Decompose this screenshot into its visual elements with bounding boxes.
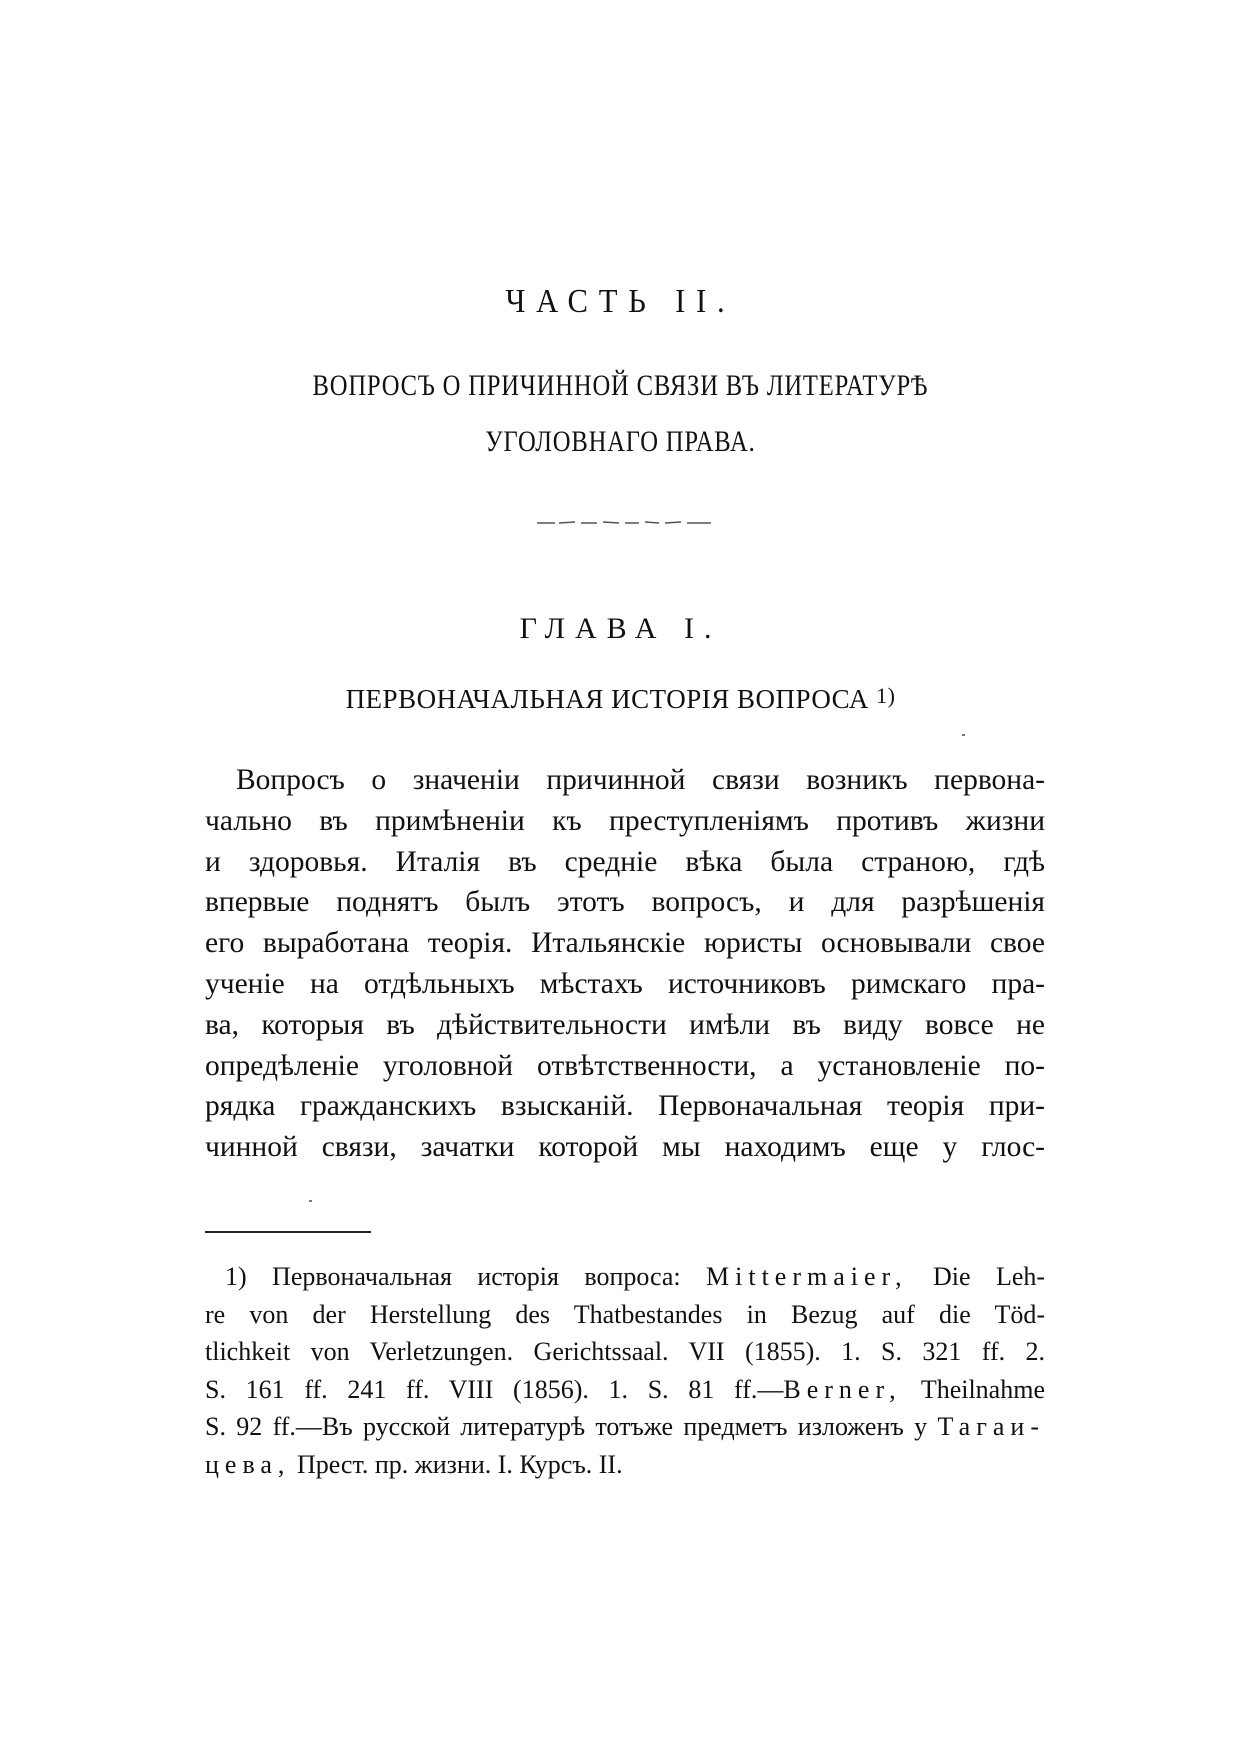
footnote — [205, 1258, 1045, 1483]
part-subtitle-line-1: ВОПРОСЪ О ПРИЧИННОЙ СВЯЗИ ВЪ ЛИТЕРАТУРѢ — [312, 369, 929, 402]
chapter-subtitle — [0, 683, 1241, 715]
author-name: Mittermaier, — [706, 1262, 908, 1291]
ornament-divider — [535, 520, 715, 526]
part-subtitle-line-2: УГОЛОВНАГО ПРАВА. — [485, 425, 756, 458]
footnote-line: tlichkeit von Verletzungen. Gerichtssaal. VII (1855). 1. S. 321 ff. 2. — [205, 1337, 1045, 1366]
body-line: и здоровья. Италія въ средніе вѣка была страною, гдѣ — [205, 845, 1045, 878]
footnote-reference: 1) — [876, 683, 896, 708]
body-line: его выработана теорія. Итальянскіе юристы основывали свое — [205, 927, 1045, 960]
body-line: опредѣленіе уголовной отвѣтственности, а установленіе по- — [205, 1049, 1045, 1082]
chapter-title: ГЛАВА I. — [519, 612, 722, 645]
body-line: ва, которыя въ дѣйствительности имѣли въ виду вовсе не — [205, 1008, 1045, 1041]
body-paragraph — [205, 760, 1045, 1168]
footnote-line: цева, Прест. пр. жизни. I. Курсъ. II. — [205, 1449, 623, 1479]
author-name: Тагаи- — [937, 1412, 1045, 1441]
body-line: рядка гражданскихъ взысканій. Первоначальная теорія при- — [205, 1090, 1045, 1123]
footnote-line: re von der Herstellung des Thatbestandes in Bezug auf die Töd- — [205, 1299, 1045, 1329]
part-title: ЧАСТЬ II. — [505, 283, 736, 320]
paper-speck — [309, 1200, 312, 1202]
footnote-line: S. 161 ff. 241 ff. VIII (1856). 1. S. 81 ff.—Berner, Theilnahme — [205, 1374, 1045, 1404]
author-name: Berner, — [783, 1374, 902, 1404]
footnote-mark: 1) — [225, 1262, 247, 1291]
body-line: ученіе на отдѣльныхъ мѣстахъ источниковъ римскаго пра- — [205, 967, 1045, 1000]
chapter-subtitle-text: ПЕРВОНАЧАЛЬНАЯ ИСТОРІЯ ВОПРОСА — [345, 684, 869, 714]
body-line: чально въ примѣненіи къ преступленіямъ противъ жизни — [205, 804, 1045, 837]
footnote-divider — [205, 1231, 371, 1233]
body-line: Вопросъ о значеніи причинной связи возникъ первона- — [236, 764, 1045, 796]
paper-speck — [962, 734, 965, 736]
body-line: впервые поднятъ былъ этотъ вопросъ, и для разрѣшенія — [205, 886, 1045, 919]
footnote-line: S. 92 ff.—Въ русской литературѣ тотъже предметъ изложенъ у Тагаи- — [205, 1412, 1045, 1441]
part-subtitle — [112, 358, 1130, 470]
footnote-line: 1) Первоначальная исторія вопроса: Mittermaier, Die Leh- — [225, 1262, 1046, 1291]
body-line: чинной связи, зачатки которой мы находимъ еще у глос- — [205, 1131, 1045, 1164]
author-name: цева, — [205, 1449, 291, 1479]
